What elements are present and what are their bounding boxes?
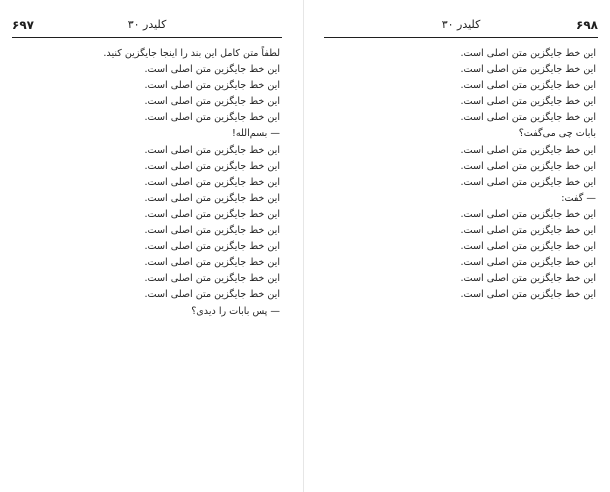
- paragraph: این خط جایگزین متن اصلی است.: [460, 96, 596, 108]
- left-header-rule: [12, 37, 282, 38]
- paragraph: این خط جایگزین متن اصلی است.: [460, 160, 596, 172]
- paragraph: این خط جایگزین متن اصلی است.: [144, 273, 280, 285]
- paragraph: این خط جایگزین متن اصلی است.: [144, 176, 280, 188]
- paragraph: — گفت:: [561, 192, 596, 204]
- paragraph: این خط جایگزین متن اصلی است.: [460, 144, 596, 156]
- paragraph: این خط جایگزین متن اصلی است.: [144, 80, 280, 92]
- right-header-rule: [324, 37, 598, 38]
- paragraph: این خط جایگزین متن اصلی است.: [460, 48, 596, 59]
- right-page: [320, 8, 602, 482]
- right-page-body: [326, 46, 596, 478]
- left-running-title: کلیدر ۳۰: [127, 18, 167, 31]
- paragraph: این خط جایگزین متن اصلی است.: [460, 241, 596, 253]
- paragraph: این خط جایگزین متن اصلی است.: [460, 112, 596, 124]
- paragraph: این خط جایگزین متن اصلی است.: [144, 160, 280, 172]
- paragraph: لطفاً متن کامل این بند را اینجا جایگزین کنید.: [103, 48, 280, 59]
- right-running-head: [320, 18, 602, 34]
- left-page: [8, 8, 286, 482]
- left-page-body: [14, 46, 280, 478]
- paragraph: این خط جایگزین متن اصلی است.: [460, 257, 596, 269]
- paragraph: این خط جایگزین متن اصلی است.: [460, 176, 596, 188]
- paragraph: این خط جایگزین متن اصلی است.: [144, 192, 280, 204]
- paragraph: این خط جایگزین متن اصلی است.: [144, 64, 280, 76]
- paragraph: این خط جایگزین متن اصلی است.: [144, 112, 280, 124]
- paragraph: این خط جایگزین متن اصلی است.: [144, 208, 280, 220]
- paragraph: این خط جایگزین متن اصلی است.: [144, 225, 280, 237]
- paragraph: این خط جایگزین متن اصلی است.: [144, 96, 280, 108]
- paragraph: بابات چی می‌گفت؟: [518, 128, 596, 140]
- paragraph: این خط جایگزین متن اصلی است.: [460, 80, 596, 92]
- left-page-number: ۶۹۷: [12, 18, 34, 32]
- paragraph: این خط جایگزین متن اصلی است.: [460, 289, 596, 301]
- paragraph: این خط جایگزین متن اصلی است.: [144, 289, 280, 301]
- paragraph: این خط جایگزین متن اصلی است.: [144, 241, 280, 253]
- paragraph: این خط جایگزین متن اصلی است.: [460, 273, 596, 285]
- paragraph: — پس بابات را دیدی؟: [191, 305, 280, 317]
- paragraph: این خط جایگزین متن اصلی است.: [460, 208, 596, 220]
- paragraph: این خط جایگزین متن اصلی است.: [144, 144, 280, 156]
- paragraph: این خط جایگزین متن اصلی است.: [460, 64, 596, 76]
- paragraph: این خط جایگزین متن اصلی است.: [460, 225, 596, 237]
- right-page-number: ۶۹۸: [576, 18, 598, 32]
- left-running-head: [8, 18, 286, 34]
- paragraph: — بسم‌الله!: [231, 128, 280, 140]
- gutter-divider: [303, 0, 304, 492]
- paragraph: این خط جایگزین متن اصلی است.: [144, 257, 280, 269]
- right-running-title: کلیدر ۳۰: [441, 18, 481, 31]
